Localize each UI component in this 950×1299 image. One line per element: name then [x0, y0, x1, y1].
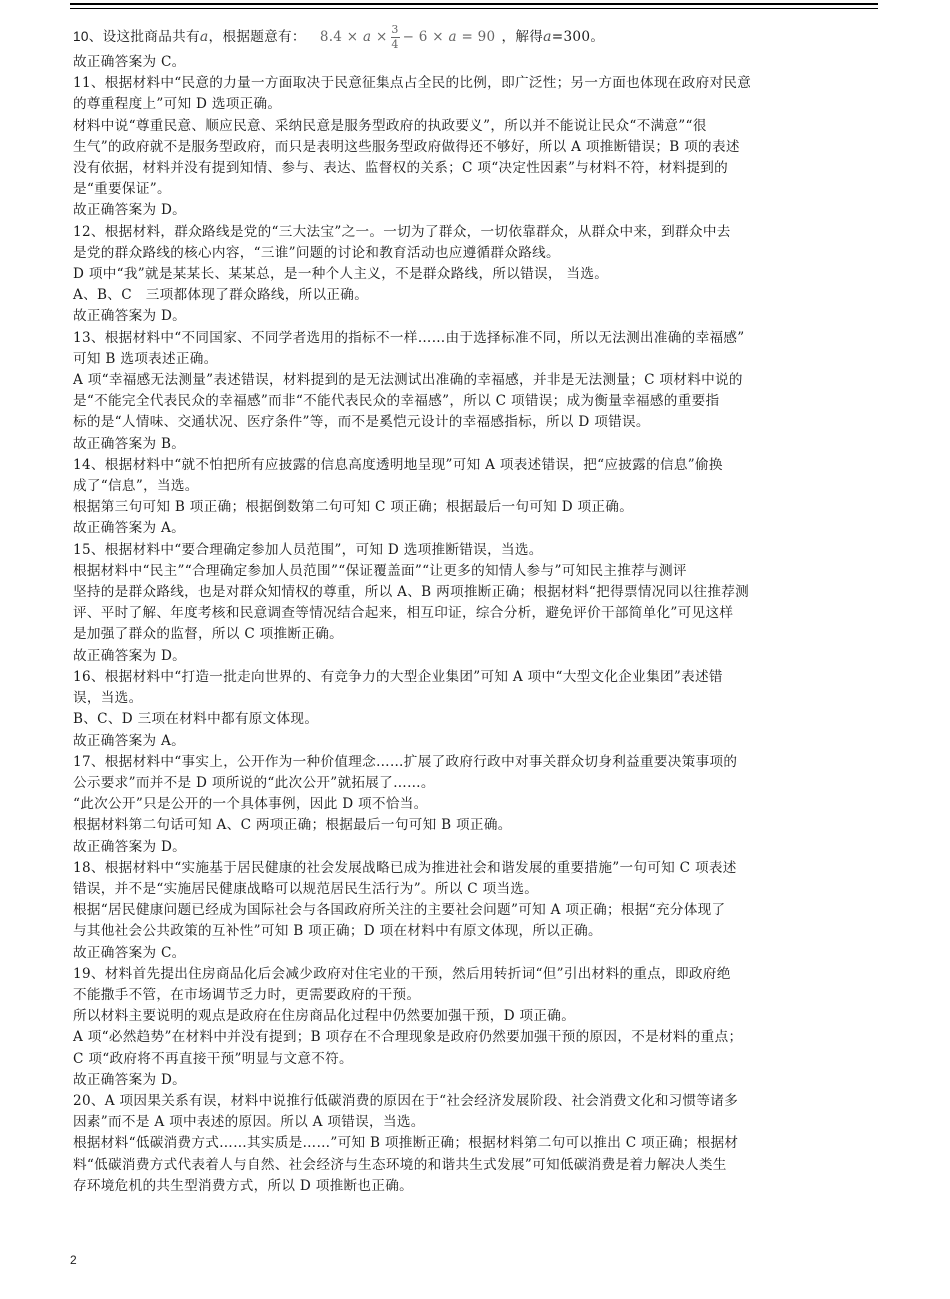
text-line: 是“不能完全代表民众的幸福感”而非“不能代表民众的幸福感”，所以 C 项错误；成为衡量幸福感的重要指	[73, 393, 720, 410]
text-line: 17、根据材料中“事实上，公开作为一种价值理念……扩展了政府行政中对事关群众切身利益重要决策事项的	[73, 753, 738, 770]
equation-coef2: 6	[418, 29, 428, 45]
text-line: 20、A 项因果关系有误，材料中说推行低碳消费的原因在于“社会经济发展阶段、社会消费文化和习惯等诸多	[73, 1092, 739, 1109]
text-line: 评、平时了解、年度考核和民意调查等情况结合起来，相互印证，综合分析，避免评价干部简单化”可见这样	[73, 605, 734, 622]
text-line: 坚持的是群众路线，也是对群众知情权的尊重，所以 A、B 两项推断正确；根据材料“把得票情况同以往推荐测	[73, 584, 750, 601]
text-line: 材料中说“尊重民意、顺应民意、采纳民意是服务型政府的执政要义”，所以并不能说让民众“不满意”“很	[73, 117, 707, 134]
text-line: 故正确答案为 C。	[73, 54, 186, 70]
text-line: 15、根据材料中“要合理确定参加人员范围”，可知 D 选项推断错误，当选。	[73, 541, 543, 558]
text-line: 是党的群众路线的核心内容，“三谁”问题的讨论和教育活动也应遵循群众路线。	[73, 244, 560, 261]
text-line: 误，当选。	[73, 690, 143, 707]
text-line: 可知 B 选项表述正确。	[73, 350, 218, 367]
text-line: 根据“居民健康问题已经成为国际社会与各国政府所关注的主要社会问题”可知 A 项正确；根据“充分体现了	[73, 902, 726, 919]
text-line: 的尊重程度上”可知 D 选项正确。	[73, 96, 282, 113]
text-line: 公示要求”而并不是 D 项所说的“此次公开”就拓展了……。	[73, 774, 435, 791]
text-line: 故正确答案为 D。	[73, 838, 187, 855]
equation-var-1: a	[363, 29, 372, 45]
q10-end: 。	[590, 29, 605, 45]
text-line: 根据材料第二句话可知 A、C 两项正确；根据最后一句可知 B 项正确。	[73, 817, 512, 834]
text-line: 故正确答案为 A。	[73, 520, 185, 537]
text-line: 19、材料首先提出住房商品化后会减少政府对住宅业的干预，然后用转折词“但”引出材料的重点，即政府绝	[73, 965, 731, 982]
equation	[320, 22, 496, 52]
text-line: A 项“幸福感无法测量”表述错误，材料提到的是无法测试出准确的幸福感，并非是无法测量；C 项材料中说的	[73, 372, 743, 389]
text-line: 成了“信息”，当选。	[73, 478, 199, 495]
header-rule-thin	[70, 8, 878, 9]
fraction-numerator: 3	[391, 22, 399, 36]
answer-explanations	[73, 22, 881, 1197]
text-line: 所以材料主要说明的观点是政府在住房商品化过程中仍然要加强干预，D 项正确。	[73, 1008, 576, 1025]
fraction-denominator: 4	[391, 37, 399, 51]
text-line: B、C、D 三项在材料中都有原文体现。	[73, 711, 319, 728]
explanation-lines	[73, 52, 881, 1197]
equation-fraction	[391, 24, 400, 51]
text-line: 13、根据材料中“不同国家、不同学者选用的指标不一样……由于选择标准不同，所以无法测出准确的幸福感”	[73, 329, 745, 346]
text-line: 故正确答案为 D。	[73, 647, 187, 664]
q10-prefix: 、设这批商品共有	[88, 29, 200, 45]
text-line: 是加强了群众的监督，所以 C 项推断正确。	[73, 626, 344, 643]
q10-result: =300	[551, 29, 591, 45]
q10-suffix: ，解得	[501, 29, 544, 45]
equation-equals: =	[461, 29, 474, 45]
q10-mid: ，根据题意有：	[208, 29, 306, 45]
text-line: 14、根据材料中“就不怕把所有应披露的信息高度透明地呈现”可知 A 项表述错误，把“应披露的信息”偷换	[73, 456, 723, 473]
variable-a: a	[199, 29, 209, 45]
question-number: 10	[73, 29, 89, 44]
text-line: 存环境危机的共生型消费方式，所以 D 项推断也正确。	[73, 1177, 413, 1194]
equation-times-1: ×	[346, 29, 359, 45]
text-line: 是“重要保证”。	[73, 181, 171, 198]
equation-rhs: 90	[477, 29, 496, 45]
text-line: 根据材料“低碳消费方式……其实质是……”可知 B 项推断正确；根据材料第二句可以推出 C 项正确；根据材	[73, 1135, 739, 1152]
text-line: 错误，并不是“实施居民健康战略可以规范居民生活行为”。所以 C 项当选。	[73, 880, 539, 897]
text-line: A、B、C 三项都体现了群众路线，所以正确。	[73, 287, 369, 304]
text-line: 因素”而不是 A 项中表述的原因。所以 A 项错误，当选。	[73, 1114, 425, 1131]
text-line: 与其他社会公共政策的互补性”可知 B 项正确；D 项在材料中有原文体现，所以正确。	[73, 923, 602, 940]
text-line: 故正确答案为 A。	[73, 732, 185, 749]
equation-times-3: ×	[432, 29, 444, 45]
equation-coef1: 8.4	[319, 29, 343, 45]
text-line: 18、根据材料中“实施基于居民健康的社会发展战略已成为推进社会和谐发展的重要措施”一句可知 C 项表述	[73, 859, 737, 876]
text-line: 16、根据材料中“打造一批走向世界的、有竞争力的大型企业集团”可知 A 项中“大型文化企业集团”表述错	[73, 668, 723, 685]
text-line: 根据第三句可知 B 项正确；根据倒数第二句可知 C 项正确；根据最后一句可知 D 项正确。	[73, 499, 634, 516]
page-number: 2	[70, 1253, 77, 1267]
header-rule-thick	[70, 3, 878, 5]
text-line: 生气”的政府就不是服务型政府，而只是表明这些服务型政府做得还不够好，所以 A 项推断错误；B 项的表述	[73, 138, 740, 155]
text-line: 故正确答案为 B。	[73, 435, 186, 452]
equation-minus: −	[402, 29, 415, 45]
text-line: C 项“政府将不再直接干预”明显与文意不符。	[73, 1050, 353, 1067]
question-10-line	[73, 22, 881, 52]
text-line: D 项中“我”就是某某长、某某总，是一种个人主义，不是群众路线，所以错误， 当选。	[73, 266, 609, 283]
text-line: 故正确答案为 D。	[73, 308, 187, 325]
text-line: 12、根据材料，群众路线是党的“三大法宝”之一。一切为了群众，一切依靠群众，从群众中来，到群众中去	[73, 223, 731, 240]
text-line: 不能撒手不管，在市场调节乏力时，更需要政府的干预。	[73, 986, 421, 1003]
equation-times-2: ×	[375, 29, 388, 45]
text-line: 根据材料中“民主”“合理确定参加人员范围”“保证覆盖面”“让更多的知情人参与”可知民主推荐与测评	[73, 562, 687, 579]
text-line: “此次公开”只是公开的一个具体事例，因此 D 项不恰当。	[73, 796, 428, 813]
text-line: 故正确答案为 D。	[73, 1071, 187, 1088]
text-line: 标的是“人情味、交通状况、医疗条件”等，而不是奚恺元设计的幸福感指标，所以 D 项错误。	[73, 414, 650, 431]
text-line: 故正确答案为 D。	[73, 202, 187, 219]
text-line: A 项“必然趋势”在材料中并没有提到；B 项存在不合理现象是政府仍然要加强干预的原因，不是材料的重点；	[73, 1029, 743, 1046]
text-line: 故正确答案为 C。	[73, 944, 186, 961]
equation-var-2: a	[448, 29, 457, 45]
text-line: 料“低碳消费方式代表着人与自然、社会经济与生态环境的和谐共生式发展”可知低碳消费是着力解决人类生	[73, 1156, 727, 1173]
text-line: 11、根据材料中“民意的力量一方面取决于民意征集点占全民的比例，即广泛性；另一方面也体现在政府对民意	[73, 75, 752, 92]
text-line: 没有依据，材料并没有提到知情、参与、表达、监督权的关系；C 项“决定性因素”与材料不符，材料提到的	[73, 160, 729, 177]
result-variable: a	[543, 29, 552, 45]
